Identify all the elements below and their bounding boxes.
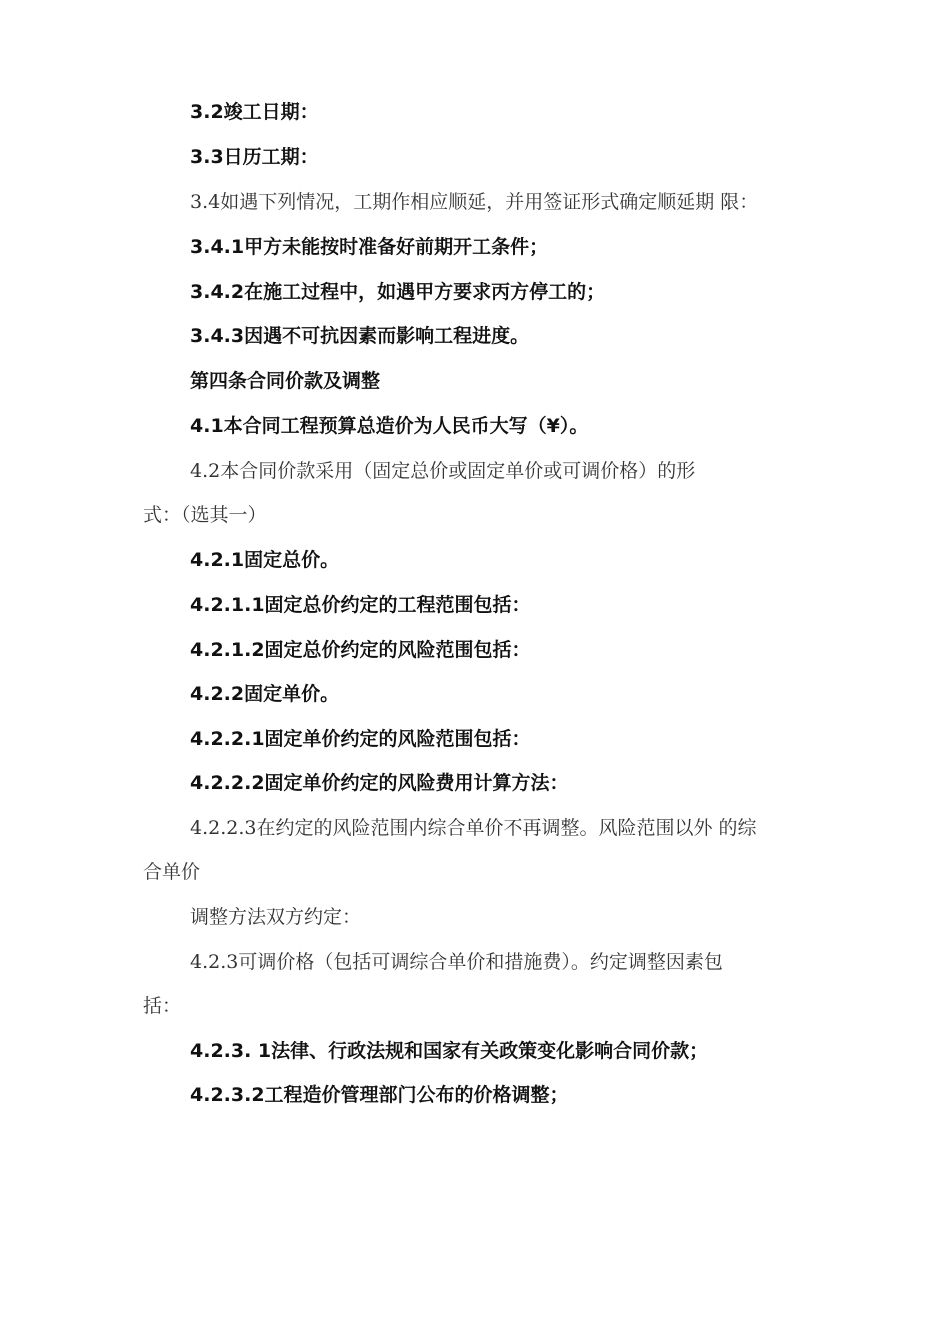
article-4-heading: 第四条合同价款及调整 (190, 370, 381, 392)
clause-4-2: 4.2本合同价款采用（固定总价或固定单价或可调价格）的形 (190, 460, 696, 482)
clause-3-4-1: 3.4.1甲方未能按时准备好前期开工条件； (190, 236, 549, 258)
clause-4-2-2: 4.2.2固定单价。 (190, 683, 340, 705)
clause-4-2-2-3: 4.2.2.3在约定的风险范围内综合单价不再调整。风险范围以外 的综 (190, 817, 757, 839)
clause-4-2-1: 4.2.1固定总价。 (190, 549, 340, 571)
clause-4-2-1-1: 4.2.1.1固定总价约定的工程范围包括： (190, 594, 531, 616)
clause-4-2-3-continued: 括： (143, 995, 182, 1017)
clause-3-3: 3.3日历工期： (190, 146, 319, 168)
clause-3-4: 3.4如遇下列情况，工期作相应顺延，并用签证形式确定顺延期 限： (190, 191, 759, 213)
clause-4-2-2-1: 4.2.2.1固定单价约定的风险范围包括： (190, 728, 531, 750)
clause-4-2-1-2: 4.2.1.2固定总价约定的风险范围包括： (190, 639, 531, 661)
adjustment-method-line: 调整方法双方约定： (190, 906, 362, 928)
clause-3-4-2: 3.4.2在施工过程中，如遇甲方要求丙方停工的； (190, 281, 606, 303)
clause-4-2-3-2: 4.2.3.2工程造价管理部门公布的价格调整； (190, 1084, 569, 1106)
clause-3-2: 3.2竣工日期： (190, 101, 319, 123)
clause-4-1: 4.1本合同工程预算总造价为人民币大写（¥）。 (190, 415, 589, 437)
clause-4-2-continued: 式：（选其一） (143, 504, 267, 526)
clause-3-4-3: 3.4.3因遇不可抗因素而影响工程进度。 (190, 325, 530, 347)
clause-4-2-3-1: 4.2.3. 1法律、行政法规和国家有关政策变化影响合同价款； (190, 1040, 709, 1062)
clause-4-2-3: 4.2.3可调价格（包括可调综合单价和措施费）。约定调整因素包 (190, 951, 723, 973)
clause-4-2-2-3-continued: 合单价 (143, 861, 201, 883)
clause-4-2-2-2: 4.2.2.2固定单价约定的风险费用计算方法： (190, 772, 569, 794)
